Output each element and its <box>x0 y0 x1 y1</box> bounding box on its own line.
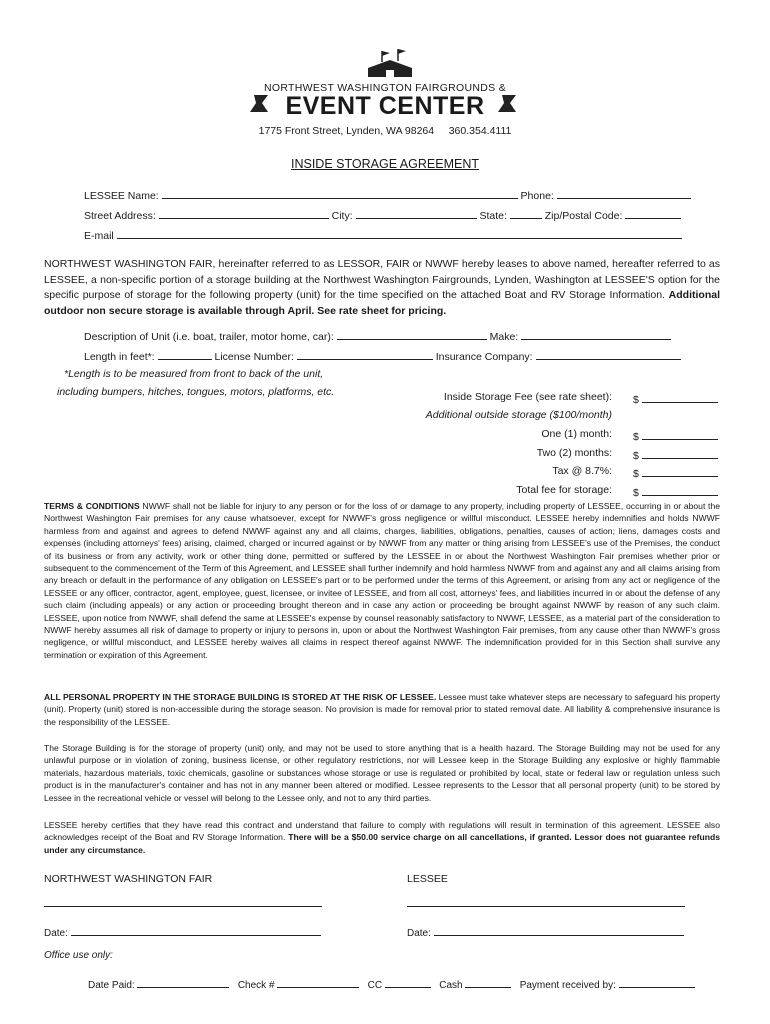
currency-symbol: $ <box>633 487 639 499</box>
personal-property-body: Lessee must take whatever steps are necessary to safeguard his property (unit). Property (unit) stored is non-accessible during the storage season. No provision is made for removal prior to stated removal date. All liability & comprehensive insurance is the responsibility of the LESSEE. <box>44 692 720 727</box>
one-month-field[interactable] <box>642 428 718 440</box>
insurance-field[interactable] <box>536 348 681 360</box>
street-label: Street Address: <box>84 210 156 222</box>
lessee-date-field[interactable] <box>434 924 684 936</box>
state-field[interactable] <box>510 207 542 219</box>
certification-body: LESSEE hereby certifies that they have read this contract and understand that failure to comply with regulations will result in termination of this agreement. LESSEE also acknowledges receipt of the Boat and RV Storage Information. <box>44 820 720 843</box>
length-row <box>84 348 681 363</box>
inside-fee-label: Inside Storage Fee (see rate sheet): <box>443 391 612 403</box>
storage-use-paragraph <box>44 742 720 804</box>
description-row <box>84 328 671 343</box>
date-paid-field[interactable] <box>137 976 229 988</box>
lessee-date-label: Date: <box>407 928 431 939</box>
inside-fee-amount <box>633 391 718 406</box>
address-line <box>240 125 530 137</box>
fair-signature-line[interactable] <box>44 906 322 907</box>
address-row <box>84 207 681 222</box>
brand-title: EVENT CENTER <box>285 92 485 120</box>
two-months-amount <box>633 447 718 462</box>
currency-symbol: $ <box>633 431 639 443</box>
currency-symbol: $ <box>633 468 639 480</box>
tax-field[interactable] <box>642 465 718 477</box>
lessee-date-row <box>407 924 684 939</box>
address: 1775 Front Street, Lynden, WA 98264 <box>258 125 435 137</box>
lessee-signature-label: LESSEE <box>407 873 448 885</box>
office-use-heading: Office use only: <box>44 950 113 961</box>
check-label: Check # <box>237 980 275 991</box>
tax-label: Tax @ 8.7%: <box>552 465 612 477</box>
currency-symbol: $ <box>633 450 639 462</box>
lessee-name-row <box>84 187 691 202</box>
zip-label: Zip/Postal Code: <box>544 210 623 222</box>
description-field[interactable] <box>337 328 487 340</box>
certification-paragraph <box>44 819 720 856</box>
payment-received-label: Payment received by: <box>519 980 616 991</box>
license-label: License Number: <box>214 351 294 363</box>
length-note-1: *Length is to be measured from front to back of the unit, <box>64 368 324 380</box>
total-amount <box>633 484 718 499</box>
terms-heading: TERMS & CONDITIONS <box>44 501 140 511</box>
intro-bold: Additional outdoor non secure storage is available through April. See rate sheet for pricing. <box>44 289 720 317</box>
email-label: E-mail <box>84 230 114 242</box>
state-label: State: <box>479 210 507 222</box>
lessee-name-label: LESSEE Name: <box>84 190 159 202</box>
length-label: Length in feet*: <box>84 351 155 363</box>
check-field[interactable] <box>277 976 359 988</box>
zip-field[interactable] <box>625 207 681 219</box>
fair-signature-label: NORTHWEST WASHINGTON FAIR <box>44 873 213 885</box>
city-field[interactable] <box>356 207 477 219</box>
lessee-name-field[interactable] <box>162 187 518 199</box>
street-field[interactable] <box>159 207 329 219</box>
insurance-label: Insurance Company: <box>435 351 533 363</box>
lessee-signature-line[interactable] <box>407 906 685 907</box>
fair-date-label: Date: <box>44 928 68 939</box>
personal-property-heading: ALL PERSONAL PROPERTY IN THE STORAGE BUILDING IS STORED AT THE RISK OF LESSEE. <box>44 692 437 702</box>
date-paid-label: Date Paid: <box>88 980 135 991</box>
cash-field[interactable] <box>465 976 511 988</box>
email-row <box>84 227 682 242</box>
currency-symbol: $ <box>633 394 639 406</box>
terms-paragraph <box>44 500 720 661</box>
phone-field[interactable] <box>557 187 691 199</box>
description-label: Description of Unit (i.e. boat, trailer, motor home, car): <box>84 331 334 343</box>
intro-text: NORTHWEST WASHINGTON FAIR, hereinafter referred to as LESSOR, FAIR or NWWF hereby leases to above named, hereafter referred to as LESSEE, a non-specific portion of a storage building at the Northwest Washington Fairgrounds, Lynden, Washington at LESSEE'S option for the specific purpose of storage for the following property (unit) for the time specified on the attached Boat and RV Storage Information. <box>44 258 720 302</box>
length-note-2: including bumpers, hitches, tongues, motors, platforms, etc. <box>57 386 335 398</box>
phone-number: 360.354.4111 <box>448 125 512 137</box>
length-field[interactable] <box>158 348 212 360</box>
outside-storage-heading: Additional outside storage ($100/month) <box>425 409 612 421</box>
certification-bold: There will be a $50.00 service charge on all cancellations, if granted. Lessor does not guarantee refunds under any circumstance. <box>44 832 720 855</box>
phone-label: Phone: <box>520 190 554 202</box>
make-label: Make: <box>489 331 519 343</box>
cc-field[interactable] <box>385 976 431 988</box>
two-months-label: Two (2) months: <box>536 447 612 459</box>
city-label: City: <box>331 210 353 222</box>
storage-use-body: The Storage Building is for the storage of property (unit) only, and may not be used to store anything that is a health hazard. The Storage Building may not be used for any unlawful purpose or in violation of zoning, business license, or other regulatory restrictions, nor will Lessee keep in the Storage Building any explosive or highly flammable materials, hazardous materials, toxic chemicals, gasoline or substances whose storage or use is regulated or prohibited by local, state or federal law or regulation unless such product is in the manufacturer's container and has not in any manner been altered or modified. Lessee represents to the Lessor that all personal property (unit) to be stored by Lessee in the recreational vehicle or vessel will belong to the Lessee only, and not to any third parties. <box>44 743 720 803</box>
cash-label: Cash <box>439 980 463 991</box>
page-title: INSIDE STORAGE AGREEMENT <box>290 157 479 171</box>
office-use-row <box>88 976 695 991</box>
cc-label: CC <box>367 980 383 991</box>
one-month-label: One (1) month: <box>541 428 612 440</box>
tax-amount <box>633 465 718 480</box>
two-months-field[interactable] <box>642 447 718 459</box>
fair-date-row <box>44 924 321 939</box>
payment-received-field[interactable] <box>619 976 695 988</box>
license-field[interactable] <box>297 348 433 360</box>
make-field[interactable] <box>521 328 671 340</box>
total-label: Total fee for storage: <box>516 484 612 496</box>
intro-paragraph <box>44 257 720 319</box>
email-field[interactable] <box>117 227 682 239</box>
org-line: NORTHWEST WASHINGTON FAIRGROUNDS & <box>264 82 506 94</box>
personal-property-paragraph <box>44 691 720 728</box>
inside-fee-field[interactable] <box>642 391 718 403</box>
total-field[interactable] <box>642 484 718 496</box>
one-month-amount <box>633 428 718 443</box>
terms-body: NWWF shall not be liable for injury to any person or for the loss of or damage to any property, including property of LESSEE, occurring in or about the Northwest Washington Fair premises for any cause whatsoever, except for NWWF's gross negligence or willful misconduct. LESSEE hereby indemnifies and holds NWWF harmless from and against and agrees to defend NWWF against any and all claims, charges, liabilities, obligations, penalties, causes of action; liens, damages costs and expenses (including attorneys' fees) arising, claimed, charged or incurred against or by NWWF from any matter or thing arising from LESSEE's use of the Premises, the conduct of its business or from any activity, work or other thing done, permitted or suffered by the LESSEE in or about the Northwest Washington Fair premises whether prior or subsequent to the commencement of the Term of this Agreement, and LESSEE shall further indemnify and hold harmless NWWF from and against any and all claims arising from any breach or default in the performance of any obligation on LESSEE's part or to be performed under the terms of this Agreement, or arising from any act or negligence of the LESSEE or any officer, contractor, agent, employee, guest, licensee, or invitee of LESSEE, and from all cost, attorneys' fees, and liabilities incurred in or about the defense of any such claim (including appeals) or any action or proceeding brought thereon and in case any action or proceeding be brought against NWWF by reason of any such claim. LESSEE, upon notice from NWWF, shall defend the same at LESSEE's expense by counsel reasonably satisfactory to NWWF, LESSEE, as a material part of the consideration to NWWF hereby assumes all risk of damage to property or injury to persons in, upon or about the Northwest Washington Fair premises, from any cause other than NWWF's gross negligence, or willful misconduct, and LESSEE hereby waives all claims in respect thereof against NWWF. The indemnification provided for in this Section shall survive any termination or expiration of this Agreement. <box>44 501 721 660</box>
fair-date-field[interactable] <box>71 924 321 936</box>
